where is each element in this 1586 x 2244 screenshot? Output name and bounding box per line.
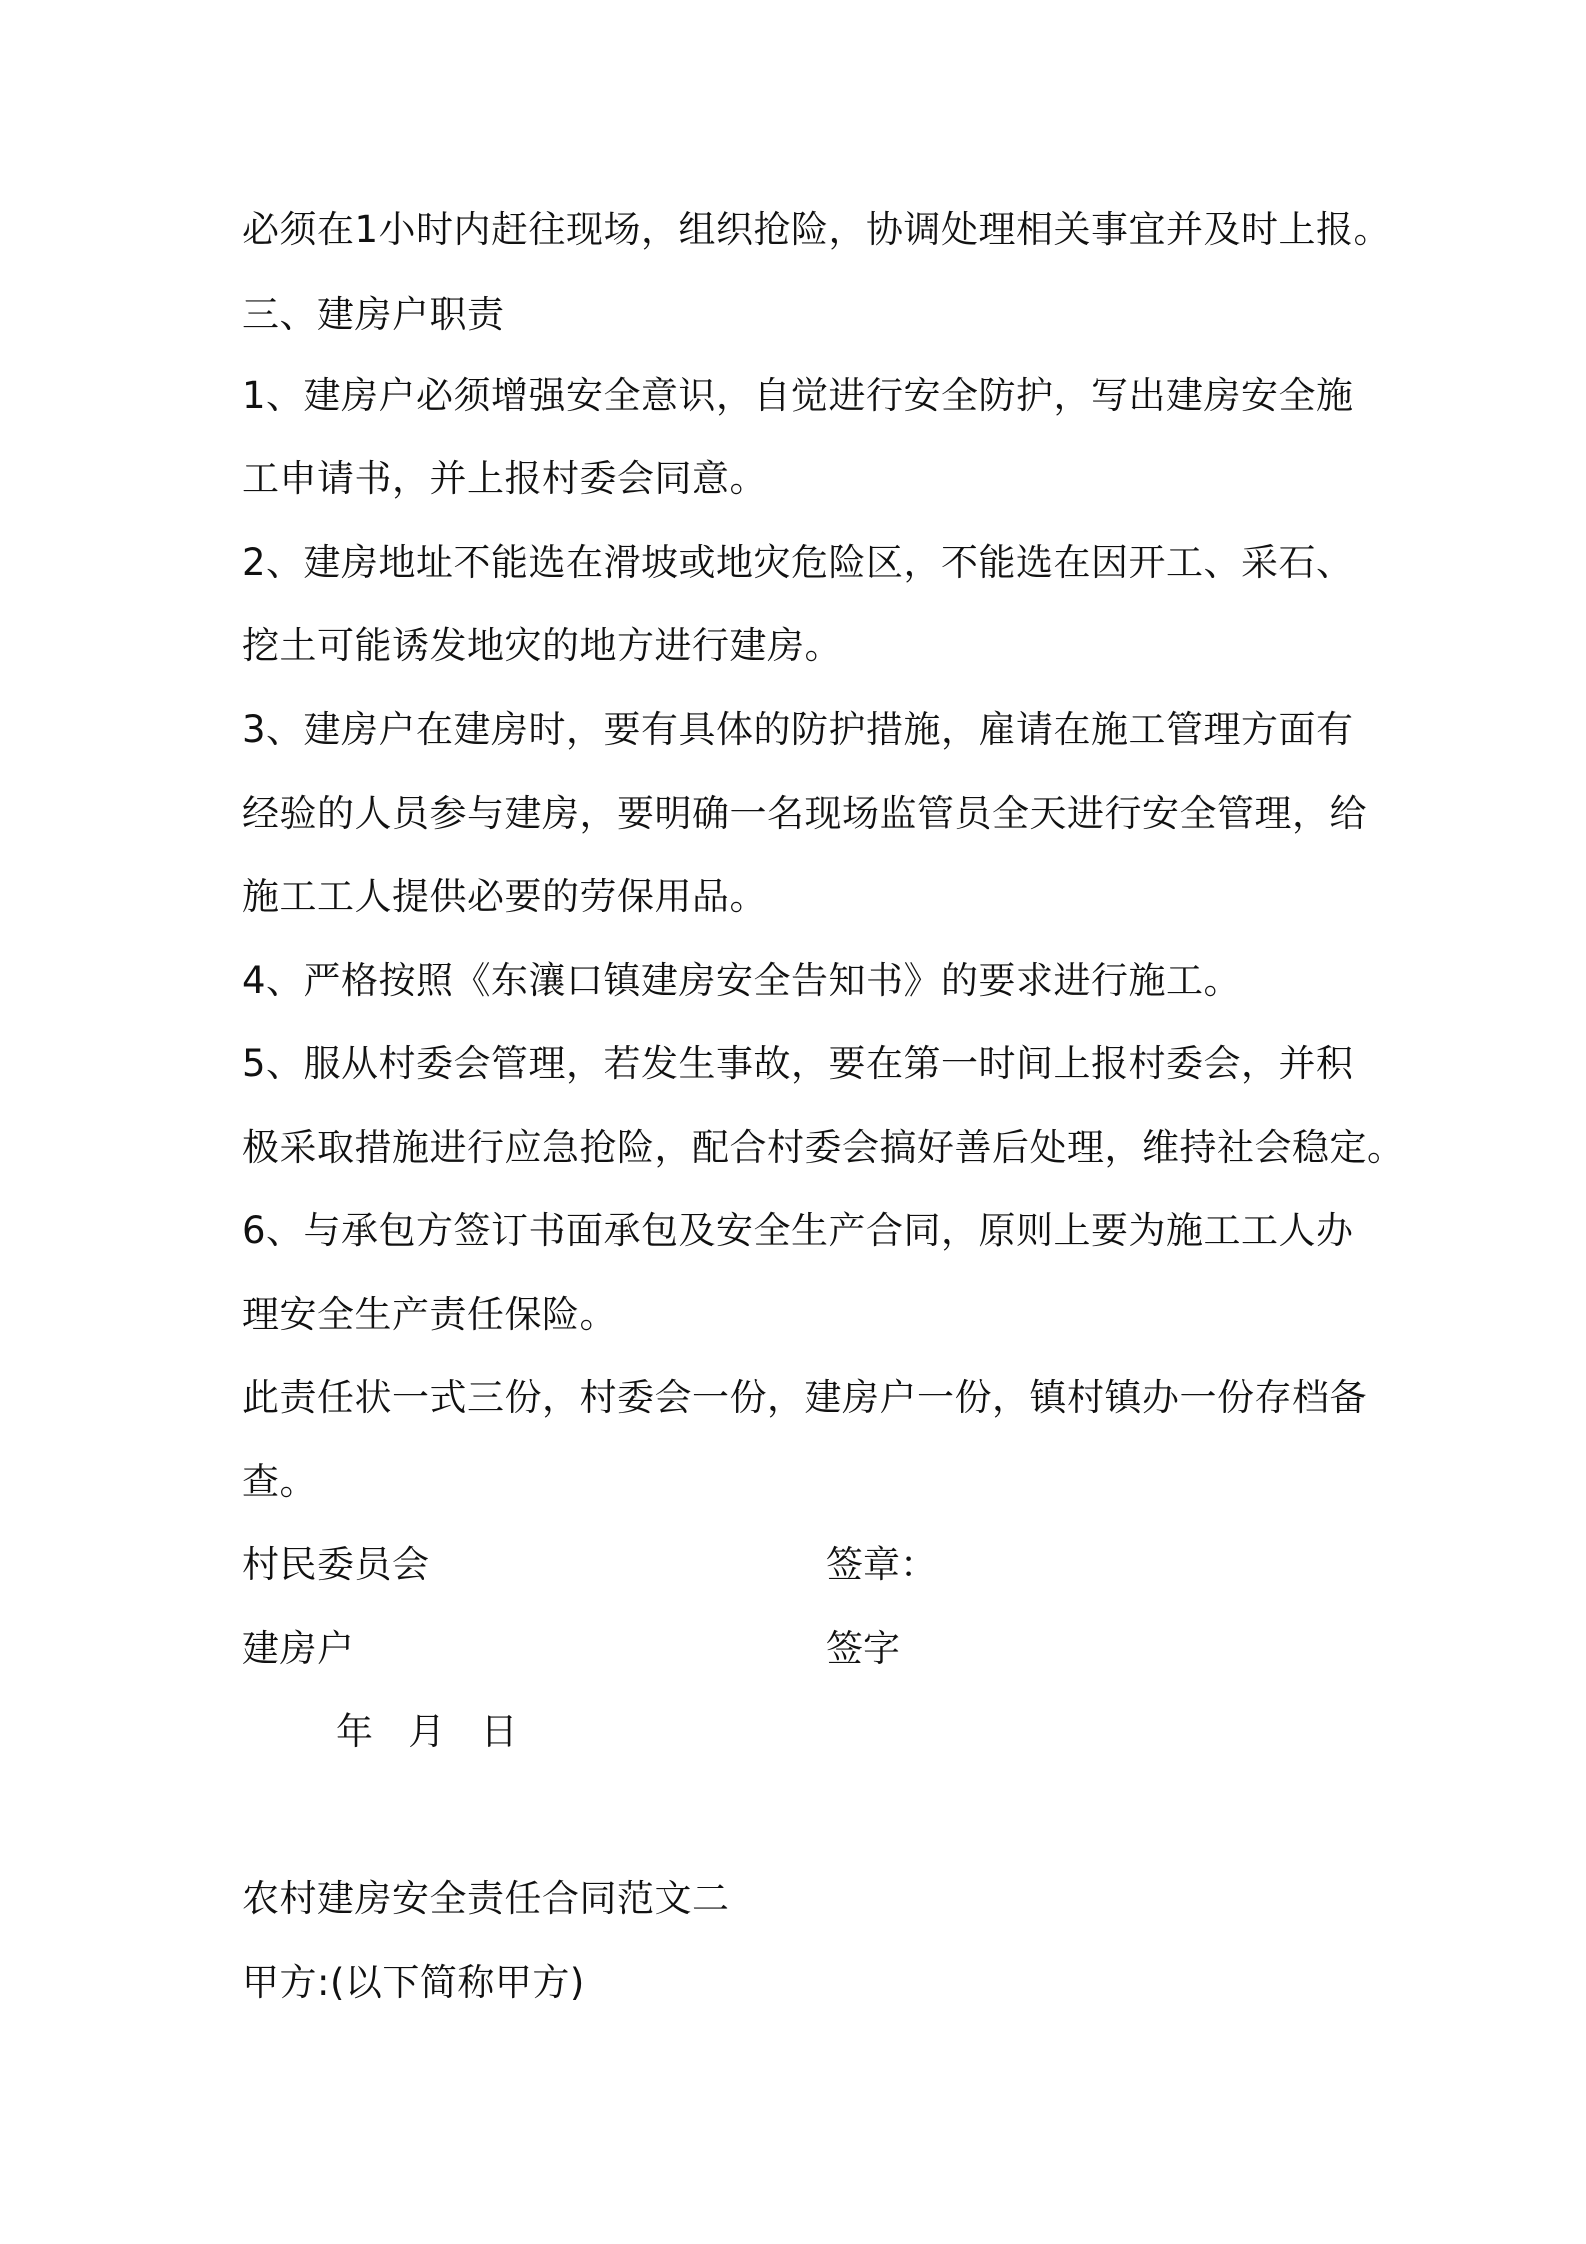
body-line-1: 必须在1小时内赶往现场，组织抢险，协调处理相关事宜并及时上报。: [242, 208, 1392, 251]
signature-owner-label: 建房户: [242, 1627, 355, 1670]
body-line-10: 4、严格按照《东瀼口镇建房安全告知书》的要求进行施工。: [242, 959, 1242, 1002]
next-section-title: 农村建房安全责任合同范文二: [242, 1877, 730, 1920]
body-line-8: 经验的人员参与建房，要明确一名现场监管员全天进行安全管理，给: [242, 792, 1367, 835]
body-line-15: 此责任状一式三份，村委会一份，建房户一份，镇村镇办一份存档备: [242, 1376, 1367, 1419]
party-a-line: 甲方:(以下简称甲方): [242, 1961, 585, 2004]
body-line-7: 3、建房户在建房时，要有具体的防护措施，雇请在施工管理方面有: [242, 708, 1354, 751]
signature-committee-label: 村民委员会: [242, 1543, 430, 1586]
body-line-3: 1、建房户必须增强安全意识，自觉进行安全防护，写出建房安全施: [242, 374, 1354, 417]
signature-owner-sign: 签字: [826, 1627, 900, 1670]
body-line-5: 2、建房地址不能选在滑坡或地灾危险区，不能选在因开工、采石、: [242, 541, 1354, 584]
body-line-4: 工申请书，并上报村委会同意。: [242, 457, 767, 500]
body-line-16: 查。: [242, 1460, 317, 1503]
body-line-12: 极采取措施进行应急抢险，配合村委会搞好善后处理，维持社会稳定。: [242, 1126, 1405, 1169]
body-line-14: 理安全生产责任保险。: [242, 1293, 617, 1336]
body-line-9: 施工工人提供必要的劳保用品。: [242, 875, 767, 918]
body-line-11: 5、服从村委会管理，若发生事故，要在第一时间上报村委会，并积: [242, 1042, 1354, 1085]
section-heading-owner-duties: 三、建房户职责: [242, 293, 505, 336]
body-line-13: 6、与承包方签订书面承包及安全生产合同，原则上要为施工工人办: [242, 1209, 1354, 1252]
signature-committee-seal: 签章：: [826, 1543, 937, 1586]
body-line-6: 挖土可能诱发地灾的地方进行建房。: [242, 624, 842, 667]
signature-date: 年 月 日: [336, 1710, 518, 1753]
